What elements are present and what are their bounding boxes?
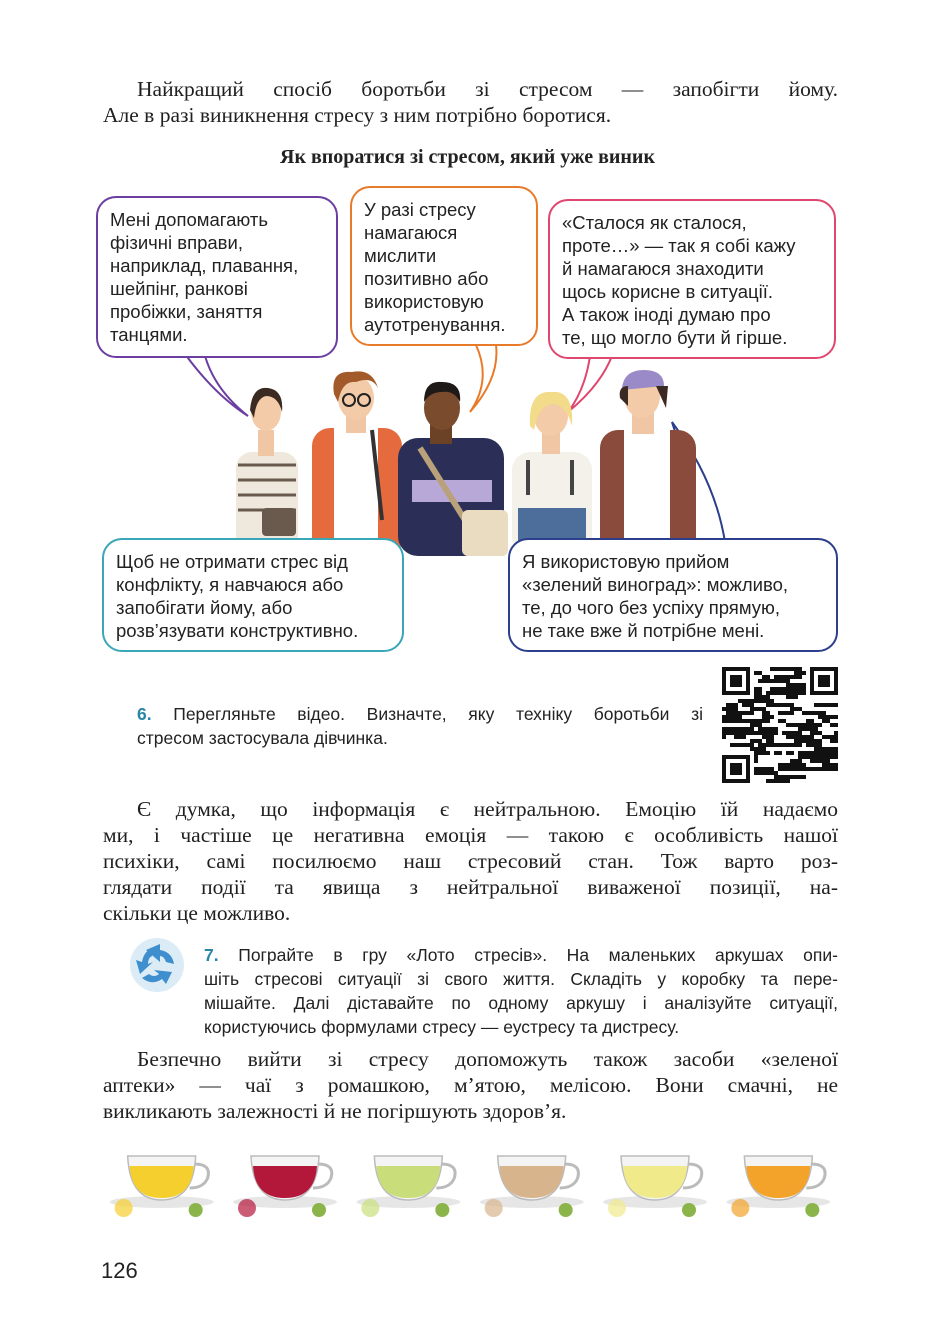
speech-bubble-positive-thinking: [548, 199, 836, 359]
bubble-line: шейпінг, ранкові: [110, 278, 248, 299]
cinnamon-tea-icon: [480, 1156, 584, 1217]
task-text: Пограйте в гру «Лото стресів». На маленьких аркушах опи-: [238, 945, 838, 965]
intro-paragraph: [103, 76, 838, 128]
task-text: Перегляньте відео. Визначте, яку техніку боротьби зі: [173, 704, 703, 724]
bubble-line: конфлікту, я навчаюся або: [116, 574, 344, 595]
speech-bubble-autotraining: [350, 186, 538, 346]
bubble-line: мислити: [364, 245, 437, 266]
paragraph-line: Безпечно вийти зі стресу допоможуть також засоби «зеленої: [137, 1047, 838, 1071]
task-number: 6.: [137, 704, 152, 724]
task-line: стресом застосувала дівчинка.: [137, 728, 388, 748]
bubble-line: «зелений виноград»: можливо,: [522, 574, 789, 595]
bubble-line: наприклад, плавання,: [110, 255, 299, 276]
paragraph-line: викликають залежності й не погіршують здоров’я.: [103, 1099, 567, 1123]
purple-bubble-tail: [185, 354, 248, 416]
intro-line: Але в разі виникнення стресу з ним потрібно боротися.: [103, 103, 612, 127]
bubble-line: використовую: [364, 291, 484, 312]
bubble-line: «Сталося як сталося,: [562, 212, 747, 233]
task-number: 7.: [204, 945, 219, 965]
task-line: мішайте. Далі діставайте по одному аркушу і аналізуйте ситуації,: [204, 993, 838, 1013]
bubble-line: розв’язувати конструктивно.: [116, 620, 359, 641]
bubble-line: Мені допомагають: [110, 209, 268, 230]
student-boy-bag: [398, 382, 508, 556]
bubble-line: й намагаюся знаходити: [562, 258, 764, 279]
orange-bubble-tail: [470, 345, 496, 412]
task-line: [204, 943, 838, 967]
task-line: користуючись формулами стресу — еустресу та дистресу.: [204, 1017, 680, 1037]
page-number: 126: [101, 1258, 138, 1283]
bubble-line: не таке вже й потрібне мені.: [522, 620, 765, 641]
bubble-line: щось корисне в ситуації.: [562, 281, 773, 302]
intro-line: Найкращий спосіб боротьби зі стресом — запобігти йому.: [137, 77, 838, 101]
chamomile-tea-icon: [603, 1156, 707, 1217]
ginger-lemon-tea-icon: [110, 1156, 214, 1217]
sea-buckthorn-tea-icon: [726, 1156, 830, 1217]
paragraph-line: скільки це можливо.: [103, 901, 291, 925]
tea-cups-svg: [100, 1142, 840, 1224]
paragraph-line: ми, і частіше це негативна емоція — такою є особливість нашої: [103, 823, 838, 847]
student-boy-cap: [600, 370, 696, 558]
bubble-line: Я використовую прийом: [522, 551, 730, 572]
paragraph-information-neutral: [103, 796, 838, 926]
bubble-line: пробіжки, заняття: [110, 301, 263, 322]
task-6: [137, 702, 703, 750]
pink-bubble-tail: [568, 356, 612, 412]
task-7: [204, 943, 838, 1039]
student-girl-blonde: [512, 392, 592, 556]
section-heading: Як впоратися зі стресом, який уже виник: [280, 146, 655, 168]
speech-bubble-physical-exercise: [96, 196, 338, 358]
student-boy-glasses: [312, 371, 402, 558]
bubble-line: те, до чого без успіху прямую,: [522, 597, 781, 618]
paragraph-green-pharmacy: [103, 1046, 838, 1124]
paragraph-line: аптеки» — чаї з ромашкою, м’ятою, мелісою. Вони смачні, не: [103, 1073, 838, 1097]
tea-cups-row: [100, 1142, 840, 1224]
mint-tea-icon: [356, 1156, 460, 1217]
paragraph-line: Є думка, що інформація є нейтральною. Емоцію їй надаємо: [137, 797, 838, 821]
speech-bubble-green-grapes: [508, 538, 838, 652]
bubble-line: запобігати йому, або: [116, 597, 293, 618]
task-line: [137, 702, 703, 726]
bubble-line: намагаюся: [364, 222, 458, 243]
paragraph-line: глядати події та явища з нейтральної виваженої позиції, на-: [103, 875, 838, 899]
qr-code[interactable]: [722, 667, 838, 783]
group-activity-icon: [126, 934, 188, 996]
bubble-line: А також іноді думаю про: [562, 304, 771, 325]
bubble-line: танцями.: [110, 324, 188, 345]
bubble-line: позитивно або: [364, 268, 489, 289]
bubble-line: проте…» — так я собі кажу: [562, 235, 796, 256]
bubble-line: те, що могло бути й гірше.: [562, 327, 788, 348]
task-line: шіть стресові ситуації зі свого життя. Складіть у коробку та пере-: [204, 969, 838, 989]
paragraph-line: психіки, самі посилюємо наш стресовий стан. Тож варто роз-: [103, 849, 838, 873]
bubble-line: Щоб не отримати стрес від: [116, 551, 348, 572]
hibiscus-tea-icon: [233, 1156, 337, 1217]
bubble-line: У разі стресу: [364, 199, 476, 220]
bubble-line: фізичні вправи,: [110, 232, 243, 253]
speech-bubble-conflict: [102, 538, 404, 652]
bubble-line: аутотренування.: [364, 314, 506, 335]
